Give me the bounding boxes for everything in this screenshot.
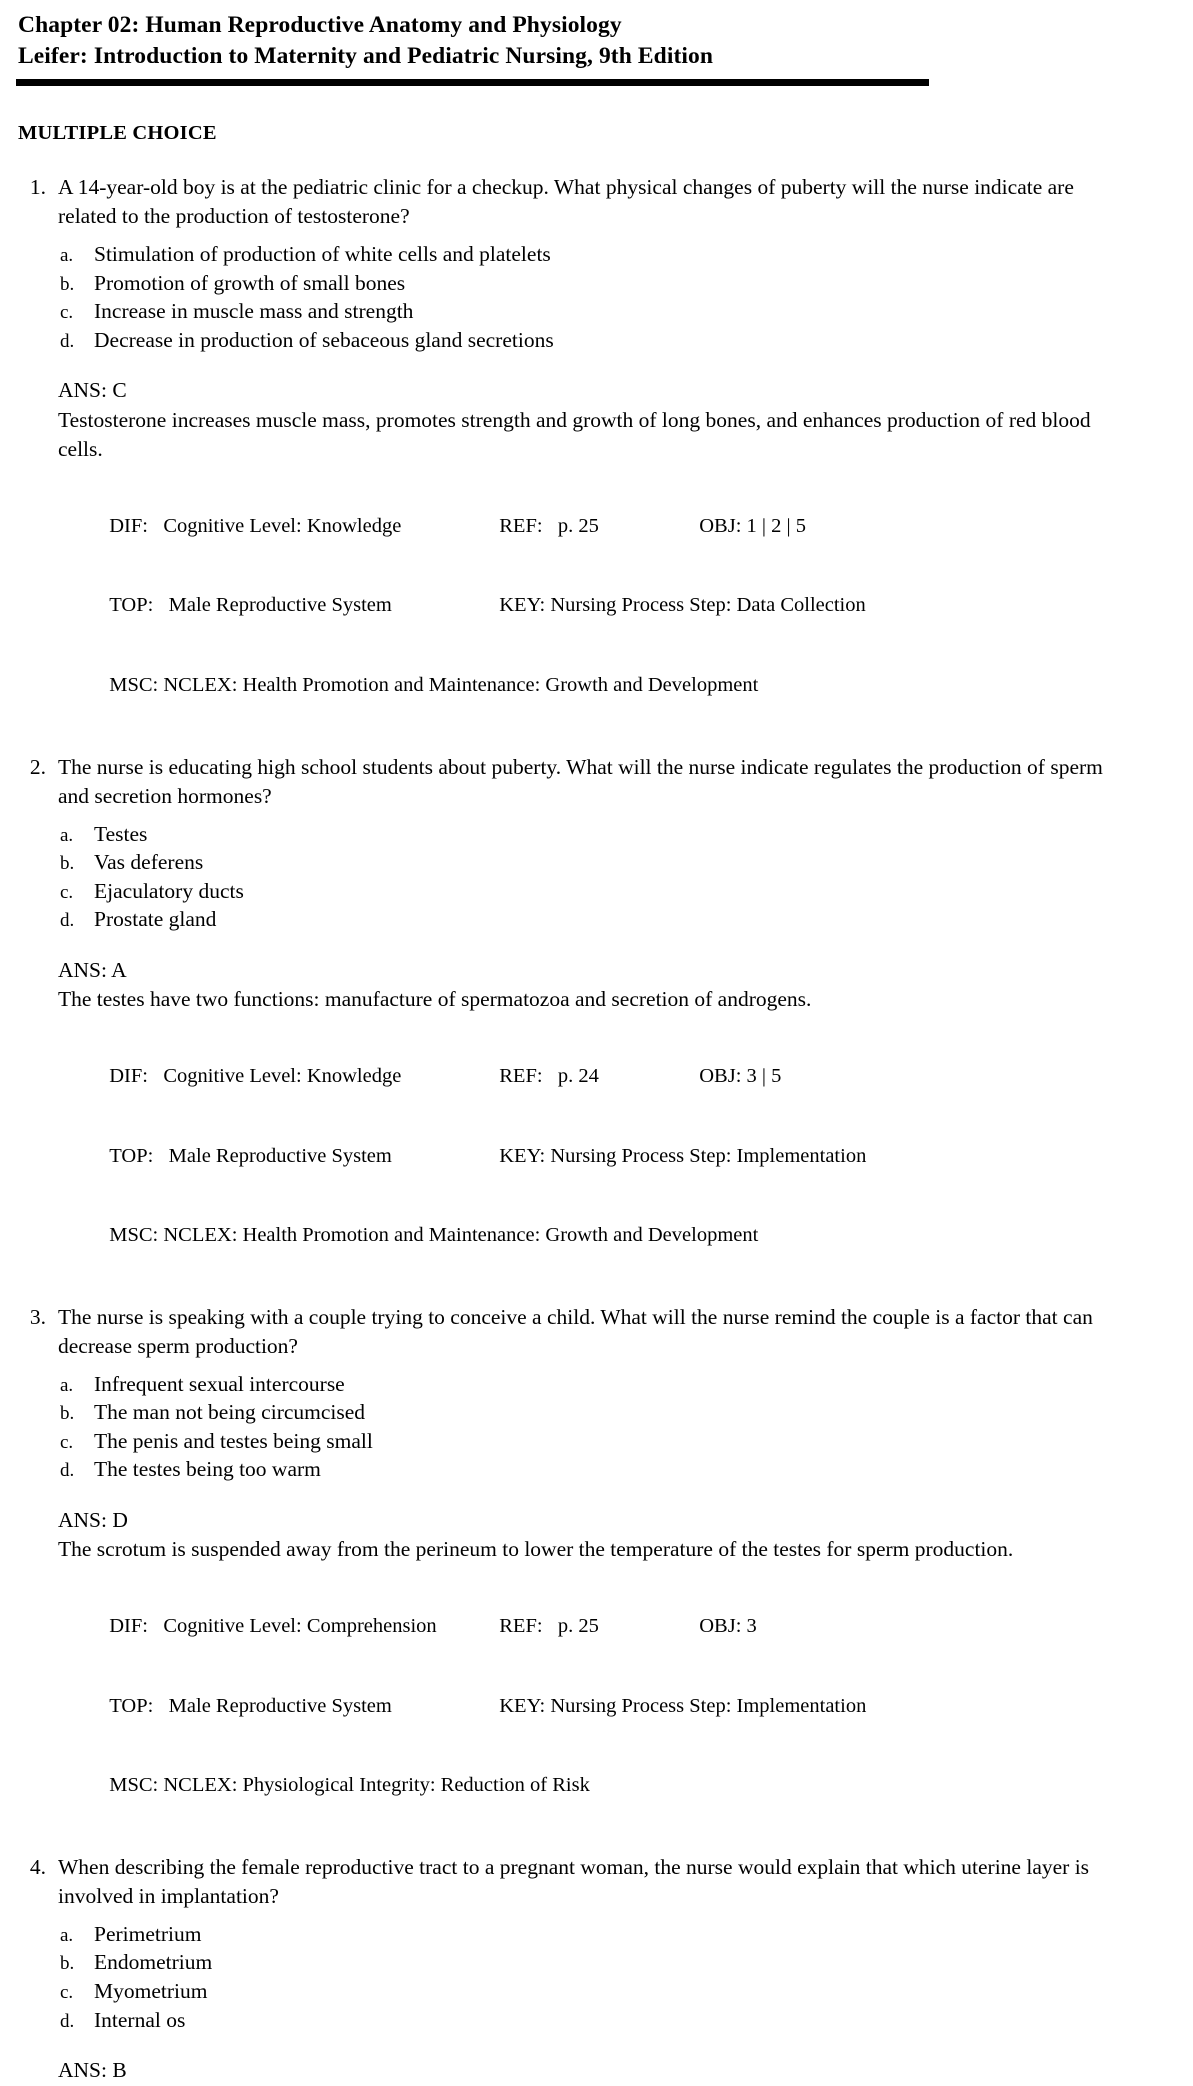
- question-metadata: [58, 1587, 1125, 1825]
- metadata-row-3: [58, 1195, 1125, 1274]
- question-item: [14, 1303, 1125, 1825]
- meta-top: TOP: Male Reproductive System: [109, 1144, 392, 1167]
- answer-key: ANS: A: [58, 957, 127, 982]
- answer-key: ANS: C: [58, 378, 127, 403]
- meta-top: TOP: Male Reproductive System: [109, 1694, 392, 1717]
- meta-msc: MSC: NCLEX: Physiological Integrity: Reduction of Risk: [109, 1773, 590, 1796]
- meta-ref: REF: p. 24: [499, 1065, 599, 1088]
- option-letter: d.: [60, 1460, 75, 1482]
- option-row[interactable]: [60, 877, 1125, 906]
- option-letter: a.: [60, 244, 74, 266]
- option-row[interactable]: [60, 1920, 1125, 1949]
- option-letter: b.: [60, 1953, 75, 1975]
- option-text: Myometrium: [94, 1978, 208, 2003]
- question-number: 1.: [29, 175, 46, 200]
- option-letter: d.: [60, 2010, 75, 2032]
- option-letter: a.: [60, 1924, 74, 1946]
- answer-rationale: Testosterone increases muscle mass, promotes strength and growth of long bones, and enhances production of red blood cells.: [58, 407, 1091, 462]
- option-text: Perimetrium: [94, 1921, 202, 1946]
- answer-options: [58, 820, 1125, 934]
- option-text: Endometrium: [94, 1950, 213, 1975]
- answer-block: [58, 956, 1125, 1015]
- option-text: Ejaculatory ducts: [94, 878, 244, 903]
- option-row[interactable]: [60, 1370, 1125, 1399]
- option-text: Vas deferens: [94, 850, 204, 875]
- metadata-row-1: [58, 1037, 1125, 1116]
- question-item: [14, 753, 1125, 1275]
- question-metadata: [58, 1037, 1125, 1275]
- option-letter: a.: [60, 824, 74, 846]
- option-letter: a.: [60, 1374, 74, 1396]
- option-text: Infrequent sexual intercourse: [94, 1371, 345, 1396]
- question-stem: When describing the female reproductive tract to a pregnant woman, the nurse would explain that which uterine layer is involved in implantation?: [58, 1854, 1090, 1909]
- option-letter: c.: [60, 1981, 74, 2003]
- option-row[interactable]: [60, 1977, 1125, 2006]
- meta-msc: MSC: NCLEX: Health Promotion and Maintenance: Growth and Development: [109, 1223, 759, 1246]
- question-number: 2.: [29, 754, 46, 779]
- option-text: Increase in muscle mass and strength: [94, 299, 414, 324]
- question-stem: The nurse is speaking with a couple trying to conceive a child. What will the nurse remind the couple is a factor that can decrease sperm production?: [58, 1304, 1093, 1359]
- option-text: Internal os: [94, 2007, 186, 2032]
- meta-key: KEY: Nursing Process Step: Implementation: [499, 1144, 867, 1167]
- metadata-row-1: [58, 1587, 1125, 1666]
- option-row[interactable]: [60, 905, 1125, 934]
- question-number: 3.: [29, 1304, 46, 1329]
- question-metadata: [58, 487, 1125, 725]
- option-letter: b.: [60, 853, 75, 875]
- option-row[interactable]: [60, 269, 1125, 298]
- document-header: [14, 10, 1125, 72]
- option-text: The testes being too warm: [94, 1457, 321, 1482]
- answer-options: [58, 240, 1125, 354]
- meta-dif: DIF: Cognitive Level: Comprehension: [109, 1615, 437, 1638]
- option-row[interactable]: [60, 820, 1125, 849]
- option-text: The penis and testes being small: [94, 1428, 373, 1453]
- option-row[interactable]: [60, 326, 1125, 355]
- metadata-row-2: [58, 1116, 1125, 1195]
- option-row[interactable]: [60, 1455, 1125, 1484]
- option-row[interactable]: [60, 297, 1125, 326]
- option-letter: d.: [60, 330, 75, 352]
- question-stem: The nurse is educating high school students about puberty. What will the nurse indicate regulates the production of sperm and secretion hormones?: [58, 754, 1103, 809]
- section-heading: MULTIPLE CHOICE: [18, 122, 217, 145]
- question-number: 4.: [29, 1854, 46, 1879]
- meta-key: KEY: Nursing Process Step: Data Collection: [499, 594, 866, 617]
- answer-rationale: The scrotum is suspended away from the perineum to lower the temperature of the testes for sperm production.: [58, 1537, 1014, 1562]
- header-divider: [16, 79, 929, 86]
- option-letter: c.: [60, 302, 74, 324]
- option-text: Testes: [94, 821, 148, 846]
- meta-top: TOP: Male Reproductive System: [109, 594, 392, 617]
- option-text: Prostate gland: [94, 907, 217, 932]
- meta-ref: REF: p. 25: [499, 1615, 599, 1638]
- option-row[interactable]: [60, 240, 1125, 269]
- answer-options: [58, 1920, 1125, 2034]
- answer-block: [58, 1506, 1125, 1565]
- option-letter: b.: [60, 1403, 75, 1425]
- meta-obj: OBJ: 1 | 2 | 5: [699, 515, 806, 538]
- option-text: The man not being circumcised: [94, 1400, 366, 1425]
- meta-dif: DIF: Cognitive Level: Knowledge: [109, 515, 402, 538]
- meta-key: KEY: Nursing Process Step: Implementation: [499, 1694, 867, 1717]
- meta-obj: OBJ: 3 | 5: [699, 1065, 782, 1088]
- option-text: Stimulation of production of white cells and platelets: [94, 241, 551, 266]
- option-letter: c.: [60, 1431, 74, 1453]
- meta-dif: DIF: Cognitive Level: Knowledge: [109, 1065, 402, 1088]
- metadata-row-2: [58, 1666, 1125, 1745]
- question-item: [14, 173, 1125, 725]
- metadata-row-1: [58, 487, 1125, 566]
- option-row[interactable]: [60, 848, 1125, 877]
- answer-options: [58, 1370, 1125, 1484]
- answer-block: [58, 2056, 1125, 2085]
- meta-msc: MSC: NCLEX: Health Promotion and Maintenance: Growth and Development: [109, 673, 759, 696]
- option-text: Promotion of growth of small bones: [94, 270, 406, 295]
- chapter-title: Chapter 02: Human Reproductive Anatomy and Physiology: [18, 12, 622, 38]
- answer-key: ANS: B: [58, 2058, 127, 2083]
- option-letter: d.: [60, 910, 75, 932]
- metadata-row-3: [58, 1746, 1125, 1825]
- option-letter: c.: [60, 881, 74, 903]
- question-item: [14, 1853, 1125, 2086]
- meta-ref: REF: p. 25: [499, 515, 599, 538]
- option-letter: b.: [60, 273, 75, 295]
- option-row[interactable]: [60, 2006, 1125, 2035]
- option-row[interactable]: [60, 1398, 1125, 1427]
- answer-rationale: The testes have two functions: manufacture of spermatozoa and secretion of androgens.: [58, 987, 812, 1012]
- book-title: Leifer: Introduction to Maternity and Pediatric Nursing, 9th Edition: [18, 43, 714, 70]
- meta-obj: OBJ: 3: [699, 1615, 757, 1638]
- option-row[interactable]: [60, 1948, 1125, 1977]
- metadata-row-2: [58, 566, 1125, 645]
- option-text: Decrease in production of sebaceous gland secretions: [94, 327, 554, 352]
- question-stem: A 14-year-old boy is at the pediatric clinic for a checkup. What physical changes of puberty will the nurse indicate are related to the production of testosterone?: [58, 175, 1074, 229]
- metadata-row-3: [58, 645, 1125, 724]
- option-row[interactable]: [60, 1427, 1125, 1456]
- answer-block: [58, 376, 1125, 464]
- answer-key: ANS: D: [58, 1508, 128, 1533]
